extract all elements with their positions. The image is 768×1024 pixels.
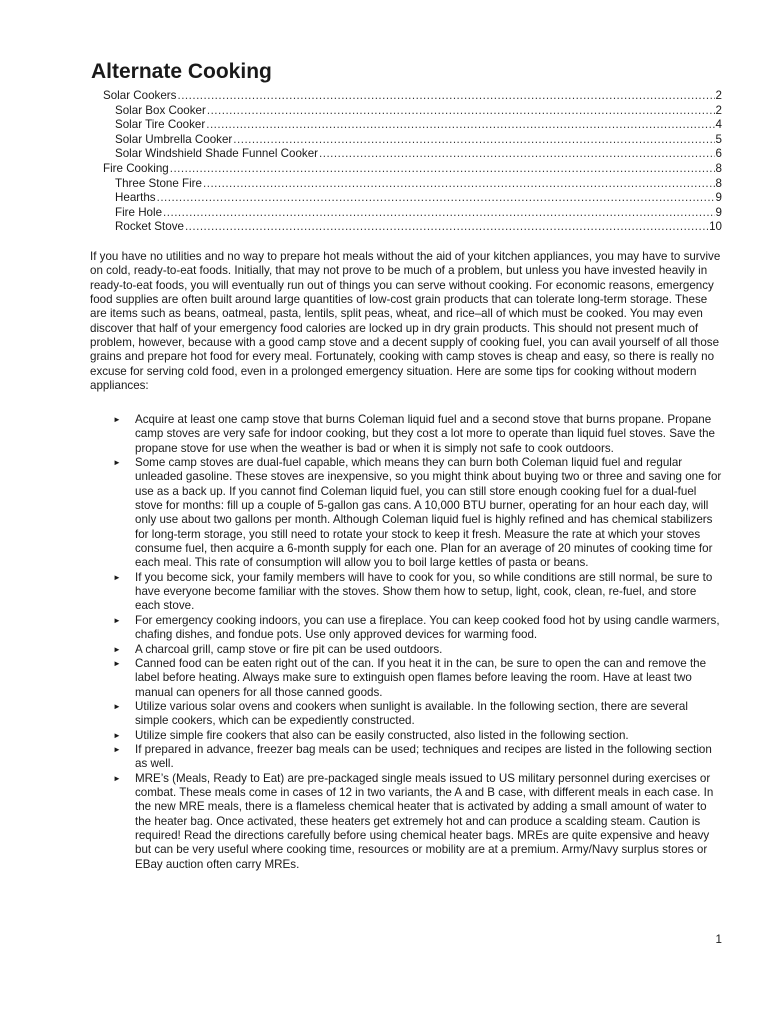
list-item xyxy=(90,729,724,743)
toc-leader-dots xyxy=(233,133,714,148)
list-item-text: Utilize simple fire cookers that also can be easily constructed, also listed in the following section. xyxy=(135,728,629,742)
toc-leader-dots xyxy=(170,162,715,177)
toc-entry-label: Solar Windshield Shade Funnel Cooker xyxy=(115,147,319,161)
toc-leader-dots xyxy=(319,147,715,162)
toc-entry-label: Fire Cooking xyxy=(103,161,169,175)
toc-entry-page: 6 xyxy=(715,147,722,161)
bullet-arrow-icon: ► xyxy=(113,572,121,582)
intro-paragraph: If you have no utilities and no way to prepare hot meals without the aid of your kitchen appliances, you may have to survive on cold, ready-to-eat foods. Initially, that may not prove to be much of a problem, but unless you have invested heavily in ready-to-eat foods, you will eventually run out of things you can serve without cooking. For economic reasons, emergency food supplies are often built around large quantities of low-cost grain products that can tolerate long-term storage. These are items such as beans, oatmeal, pasta, lentils, split peas, wheat, and rice–all of which must be cooked. You may even discover that half of your emergency food calories are locked up in dry grain products. This should not present much of problem, however, because with a good camp stove and a decent supply of cooking fuel, you can avail yourself of all those grains and prepare hot food for every meal. Fortunately, cooking with camp stoves is cheap and easy, so there is really no excuse for serving cold food, even in a prolonged emergency situation. Here are some tips for cooking without modern appliances: xyxy=(90,250,721,393)
list-item-text: Acquire at least one camp stove that burns Coleman liquid fuel and a second stove that burns propane. Propane camp stoves are very safe for indoor cooking, but they cost a lot more to operate than liquid fuel stoves. Save the propane stove for use when the weather is bad or when it is simply not safe to cook outdoors. xyxy=(135,413,716,455)
list-item xyxy=(90,614,724,643)
list-item-text: A charcoal grill, camp stove or fire pit can be used outdoors. xyxy=(135,642,443,656)
list-item-text: Some camp stoves are dual-fuel capable, which means they can burn both Coleman liquid fuel and regular unleaded gasoline. These stoves are inexpensive, so you might think about buying two or three and saving one for use as a back up. If you cannot find Coleman liquid fuel, you can still store enough cooking fuel for a dual-fuel stove for months: fill up a couple of 5-gallon gas cans. A 10,000 BTU burner, operating for an hour each day, will only use about two gallons per month. Although Coleman liquid fuel is highly refined and has chemical stabilizers for long-term storage, you still need to rotate your stock to keep it fresh. Measure the rate at which your stoves consume fuel, then acquire a 6-month supply for each one. Plan for an average of 20 minutes of cooking time for each meal. This rate of consumption will allow you to boil large kettles of pasta or beans. xyxy=(135,456,722,570)
toc-entry[interactable] xyxy=(90,147,722,162)
toc-entry[interactable] xyxy=(90,177,722,192)
toc-entry-page: 9 xyxy=(715,205,722,219)
bullet-arrow-icon: ► xyxy=(113,730,121,740)
list-item-text: Utilize various solar ovens and cookers when sunlight is available. In the following section, there are several simple cookers, which can be expediently constructed. xyxy=(135,699,688,728)
toc-entry-page: 8 xyxy=(715,161,722,175)
toc-entry-page: 2 xyxy=(715,89,722,102)
toc-entry[interactable] xyxy=(90,89,722,104)
list-item-text: For emergency cooking indoors, you can use a fireplace. You can keep cooked food hot by using candle warmers, chafing dishes, and fondue pots. Use only approved devices for warming food. xyxy=(135,613,720,642)
toc-entry[interactable] xyxy=(90,206,722,221)
bullet-arrow-icon: ► xyxy=(113,658,121,668)
list-item xyxy=(90,743,724,772)
toc-entry-page: 9 xyxy=(715,191,722,205)
toc-entry-page: 10 xyxy=(709,220,722,234)
bullet-arrow-icon: ► xyxy=(113,644,121,654)
toc-entry-label: Fire Hole xyxy=(115,205,163,219)
list-item xyxy=(90,456,724,571)
bullet-arrow-icon: ► xyxy=(113,615,121,625)
toc-entry[interactable] xyxy=(90,133,722,148)
list-item xyxy=(90,413,724,456)
toc-entry[interactable] xyxy=(90,191,722,206)
list-item xyxy=(90,657,724,700)
page-number: 1 xyxy=(715,933,722,946)
toc-entry-label: Solar Cookers xyxy=(103,89,177,102)
toc-entry-page: 2 xyxy=(715,103,722,117)
table-of-contents xyxy=(90,89,722,235)
list-item xyxy=(90,772,724,872)
toc-leader-dots xyxy=(206,118,714,133)
toc-entry-label: Solar Umbrella Cooker xyxy=(115,132,233,146)
list-item xyxy=(90,643,724,657)
tips-list xyxy=(90,413,724,872)
toc-entry-label: Three Stone Fire xyxy=(115,176,202,190)
toc-entry[interactable] xyxy=(90,104,722,119)
toc-entry-page: 5 xyxy=(715,132,722,146)
bullet-arrow-icon: ► xyxy=(113,744,121,754)
toc-entry-label: Solar Tire Cooker xyxy=(115,118,206,132)
list-item-text: If you become sick, your family members will have to cook for you, so while conditions are still normal, be sure to have everyone become familiar with the stoves. Show them how to setup, light, cook, clean, re-fuel, and store each stove. xyxy=(135,570,713,613)
toc-entry[interactable] xyxy=(90,118,722,133)
toc-entry-page: 8 xyxy=(715,176,722,190)
toc-entry-label: Hearths xyxy=(115,191,156,205)
bullet-arrow-icon: ► xyxy=(113,458,121,468)
toc-leader-dots xyxy=(163,206,715,221)
bullet-arrow-icon: ► xyxy=(113,415,121,424)
bullet-arrow-icon: ► xyxy=(113,773,121,783)
toc-leader-dots xyxy=(185,220,708,235)
list-item xyxy=(90,571,724,614)
toc-entry-label: Rocket Stove xyxy=(115,220,184,234)
toc-entry-page: 4 xyxy=(715,118,722,132)
toc-entry[interactable] xyxy=(90,220,722,235)
list-item-text: MRE’s (Meals, Ready to Eat) are pre-packaged single meals issued to US military personnel during exercises or combat. These meals come in cases of 12 in two variants, the A and B case, with different meals in each case. In the new MRE meals, there is a flameless chemical heater that is activated by adding a small amount of water to the heater bag. Once activated, these heaters get extremely hot and can produce a scalding steam. Caution is required! Read the directions carefully before using chemical heater bags. MREs are quite expensive and heavy but can be very useful where cooking time, resources or mobility are at a premium. Army/Navy surplus stores or EBay auction often carry MREs. xyxy=(135,771,714,871)
list-item-text: Canned food can be eaten right out of the can. If you heat it in the can, be sure to open the can and remove the label before heating. Always make sure to extinguish open flames before leaving the room. Have at least two manual can openers for all those canned goods. xyxy=(135,656,707,699)
document-title: Alternate Cooking xyxy=(91,60,272,83)
toc-leader-dots xyxy=(157,191,715,206)
toc-leader-dots xyxy=(207,104,715,119)
toc-leader-dots xyxy=(177,89,714,104)
bullet-arrow-icon: ► xyxy=(113,701,121,711)
toc-leader-dots xyxy=(203,177,715,192)
list-item xyxy=(90,700,724,729)
list-item-text: If prepared in advance, freezer bag meals can be used; techniques and recipes are listed in the following section as well. xyxy=(135,742,712,771)
toc-entry-label: Solar Box Cooker xyxy=(115,103,206,117)
toc-entry[interactable] xyxy=(90,162,722,177)
